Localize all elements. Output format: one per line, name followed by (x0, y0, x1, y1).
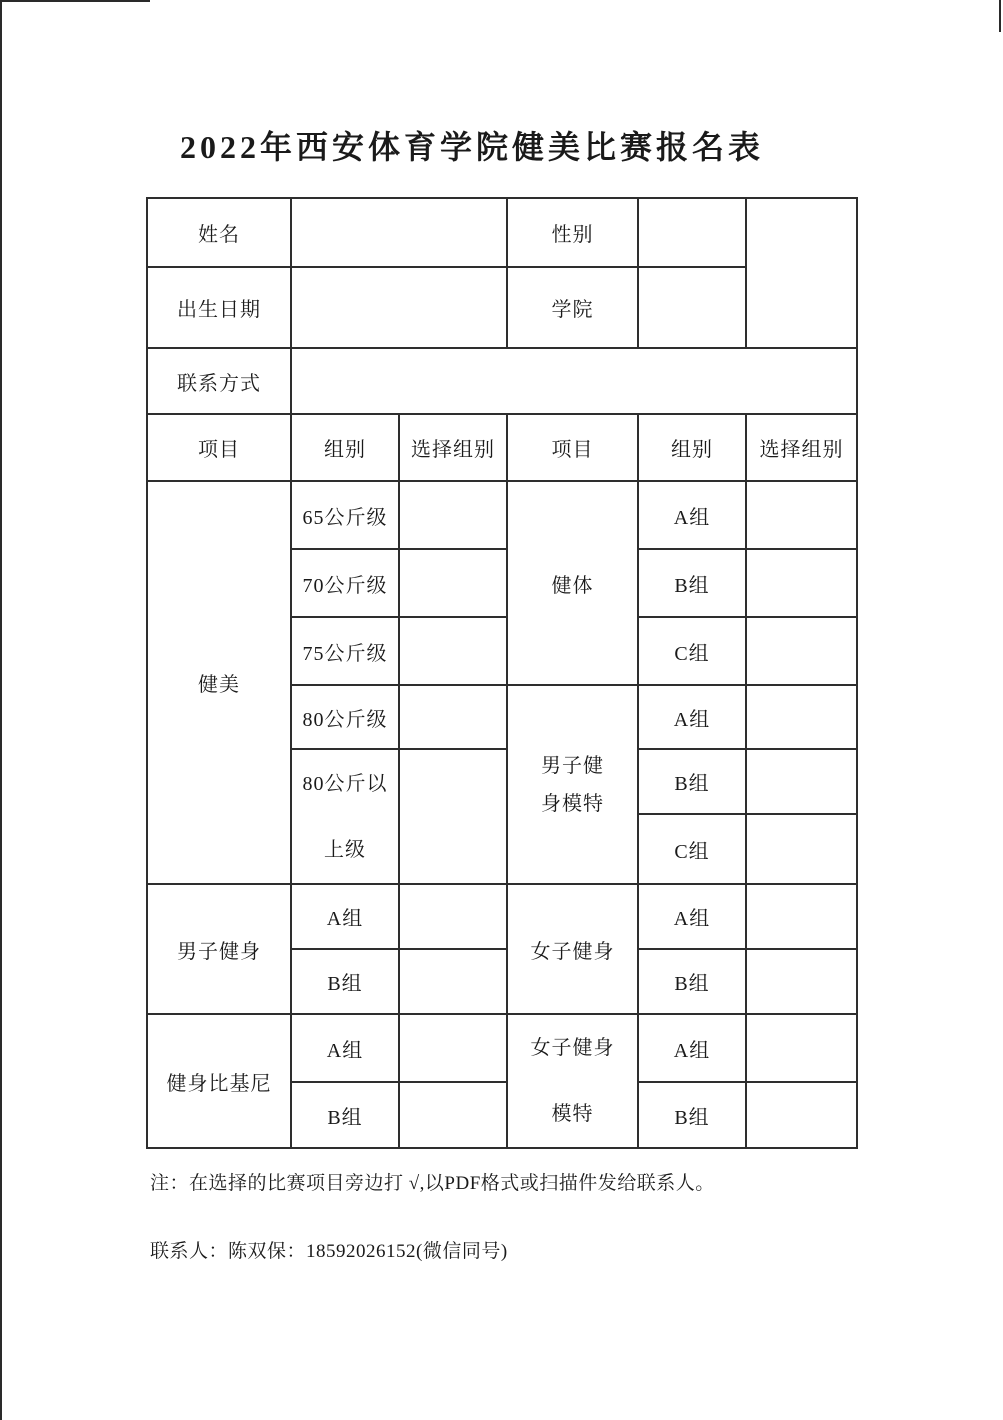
event-fitness-bikini: 健身比基尼 (147, 1014, 291, 1148)
event-bodybuilding: 健美 (147, 481, 291, 884)
dob-value-cell (291, 267, 507, 348)
choice-bikini-b (399, 1082, 507, 1148)
group-mens-fitness-a: A组 (291, 884, 399, 949)
scan-edge-left (0, 0, 2, 1420)
choice-mens-model-c (746, 814, 857, 884)
choice-womens-fitness-b (746, 949, 857, 1014)
group-bikini-b: B组 (291, 1082, 399, 1148)
header-group-right: 组别 (638, 414, 746, 481)
contact-label-cell: 联系方式 (147, 348, 291, 414)
choice-physique-b (746, 549, 857, 617)
header-event-left: 项目 (147, 414, 291, 481)
choice-womens-model-b (746, 1082, 857, 1148)
group-womens-fitness-a: A组 (638, 884, 746, 949)
college-label-cell: 学院 (507, 267, 638, 348)
group-65kg: 65公斤级 (291, 481, 399, 549)
group-80kg: 80公斤级 (291, 685, 399, 749)
registration-table (146, 197, 858, 1149)
choice-bodybuilding-75kg (399, 617, 507, 685)
name-value-cell (291, 198, 507, 267)
event-physique: 健体 (507, 481, 638, 685)
choice-womens-fitness-a (746, 884, 857, 949)
dob-label-cell: 出生日期 (147, 267, 291, 348)
group-womens-model-a: A组 (638, 1014, 746, 1082)
header-choose-left: 选择组别 (399, 414, 507, 481)
group-mens-model-b: B组 (638, 749, 746, 814)
header-event-right: 项目 (507, 414, 638, 481)
event-mens-fitness-model-line2: 身模特 (541, 792, 604, 815)
choice-physique-c (746, 617, 857, 685)
choice-bodybuilding-80kg (399, 685, 507, 749)
event-womens-fitness-model-line2: 模特 (551, 1103, 594, 1125)
group-physique-b: B组 (638, 549, 746, 617)
choice-mens-fitness-b (399, 949, 507, 1014)
choice-womens-model-a (746, 1014, 857, 1082)
header-choose-right: 选择组别 (746, 414, 857, 481)
group-75kg: 75公斤级 (291, 617, 399, 685)
group-mens-model-c: C组 (638, 814, 746, 884)
group-mens-fitness-b: B组 (291, 949, 399, 1014)
choice-mens-model-a (746, 685, 857, 749)
contact-value-cell (291, 348, 857, 414)
event-womens-fitness-model-line1: 女子健身 (530, 1037, 615, 1059)
header-group-left: 组别 (291, 414, 399, 481)
photo-cell (746, 198, 857, 348)
scan-edge-top-right (999, 0, 1001, 32)
group-physique-a: A组 (638, 481, 746, 549)
choice-physique-a (746, 481, 857, 549)
group-over80kg-line2: 上级 (324, 838, 366, 861)
contact-person-line: 联系人：陈双保：18592026152(微信同号) (150, 1241, 508, 1262)
choice-bodybuilding-70kg (399, 549, 507, 617)
group-mens-model-a: A组 (638, 685, 746, 749)
group-bikini-a: A组 (291, 1014, 399, 1082)
event-mens-fitness: 男子健身 (147, 884, 291, 1014)
gender-label-cell: 性别 (507, 198, 638, 267)
college-value-cell (638, 267, 746, 348)
choice-bikini-a (399, 1014, 507, 1082)
name-label-cell: 姓名 (147, 198, 291, 267)
group-70kg: 70公斤级 (291, 549, 399, 617)
event-womens-fitness-model (507, 1014, 638, 1148)
group-womens-fitness-b: B组 (638, 949, 746, 1014)
form-title: 2022年西安体育学院健美比赛报名表 (179, 129, 764, 165)
event-mens-fitness-model-line1: 男子健 (541, 754, 604, 777)
group-over80kg-line1: 80公斤以 (302, 772, 388, 795)
group-physique-c: C组 (638, 617, 746, 685)
event-womens-fitness: 女子健身 (507, 884, 638, 1014)
gender-value-cell (638, 198, 746, 267)
choice-bodybuilding-65kg (399, 481, 507, 549)
scan-edge-top (0, 0, 150, 2)
group-over80kg (291, 749, 399, 884)
note-text: 注：在选择的比赛项目旁边打 √,以PDF格式或扫描件发给联系人。 (150, 1173, 715, 1194)
event-mens-fitness-model (507, 685, 638, 884)
group-womens-model-b: B组 (638, 1082, 746, 1148)
choice-mens-fitness-a (399, 884, 507, 949)
choice-mens-model-b (746, 749, 857, 814)
choice-bodybuilding-over80kg (399, 749, 507, 884)
